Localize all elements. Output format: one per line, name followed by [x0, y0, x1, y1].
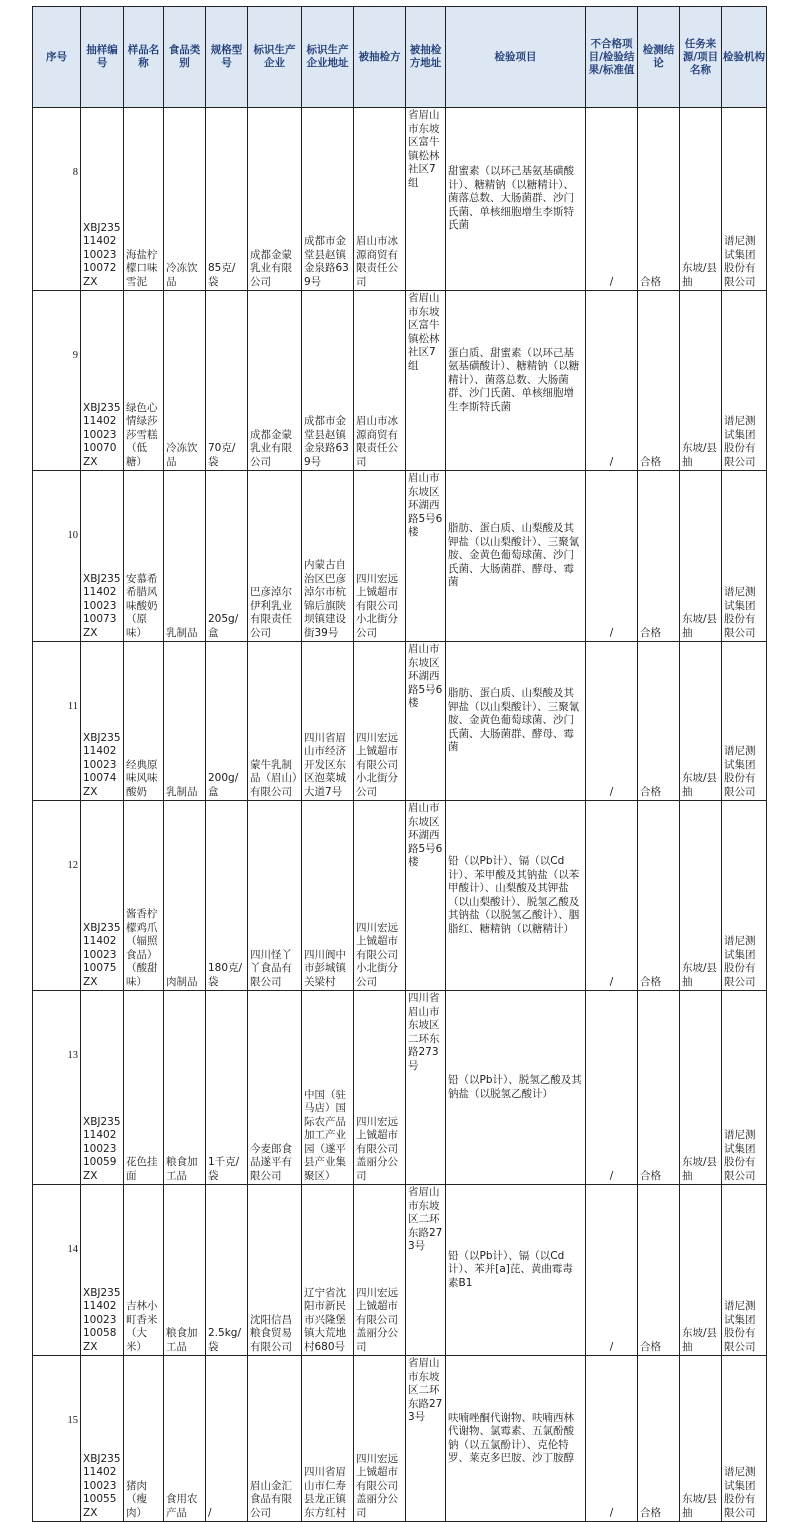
- items-cell: 蛋白质、甜蜜素（以环己基氨基磺酸计）、糖精钠（以糖精计）、菌落总数、大肠菌群、沙门氏菌、单核细胞增生李斯特氏菌: [446, 291, 586, 471]
- code-cell: XBJ235114021002310070ZX: [81, 291, 124, 471]
- items-cell: 铅（以Pb计）、镉（以Cd计）、苯甲酸及其钠盐（以苯甲酸计）、山梨酸及其钾盐（以山梨酸计）、脱氢乙酸及其钠盐（以脱氢乙酸计）、胭脂红、糖精钠（以糖精计）: [446, 801, 586, 991]
- conclusion-cell: 合格: [638, 471, 680, 642]
- table-row: [33, 1356, 767, 1522]
- lab-cell: 谱尼测试集团股份有限公司: [722, 1185, 767, 1356]
- code-cell: XBJ235114021002310073ZX: [81, 471, 124, 642]
- lab-cell: 谱尼测试集团股份有限公司: [722, 108, 767, 291]
- fail-cell: /: [586, 1185, 638, 1356]
- inspected-addr-cell: 省眉山市东坡区二环东路273号: [406, 1356, 446, 1522]
- inspected-addr-cell: 眉山市东坡区环湖西路5号6楼: [406, 642, 446, 801]
- inspected-addr-cell: 眉山市东坡区环湖西路5号6楼: [406, 801, 446, 991]
- name-cell: 猪肉（瘦肉）: [124, 1356, 164, 1522]
- header-lab: 检验机构: [722, 7, 767, 108]
- header-seq: 序号: [33, 7, 81, 108]
- conclusion-cell: 合格: [638, 642, 680, 801]
- category-cell: 冷冻饮品: [164, 108, 206, 291]
- header-spec: 规格型号: [206, 7, 248, 108]
- category-cell: 乳制品: [164, 642, 206, 801]
- producer-cell: 巴彦淖尔伊利乳业有限责任公司: [248, 471, 302, 642]
- seq-cell: 10: [33, 471, 81, 642]
- code-cell: XBJ235114021002310075ZX: [81, 801, 124, 991]
- task-cell: 东坡/县抽: [680, 108, 722, 291]
- spec-cell: 180克/袋: [206, 801, 248, 991]
- category-cell: 食用农产品: [164, 1356, 206, 1522]
- header-name: 样品名称: [124, 7, 164, 108]
- inspected-addr-cell: 省眉山市东坡区富牛镇松林社区7组: [406, 108, 446, 291]
- inspected-cell: 四川宏远上铖超市有限公司小北街分公司: [354, 471, 406, 642]
- conclusion-cell: 合格: [638, 1185, 680, 1356]
- header-task: 任务来源/项目名称: [680, 7, 722, 108]
- fail-cell: /: [586, 471, 638, 642]
- header-code: 抽样编号: [81, 7, 124, 108]
- name-cell: 吉林小町香米（大米）: [124, 1185, 164, 1356]
- category-cell: 粮食加工品: [164, 1185, 206, 1356]
- fail-cell: /: [586, 1356, 638, 1522]
- producer-cell: 眉山金汇食品有限公司: [248, 1356, 302, 1522]
- seq-cell: 12: [33, 801, 81, 991]
- code-cell: XBJ235114021002310055ZX: [81, 1356, 124, 1522]
- inspection-table: [32, 6, 767, 1522]
- conclusion-cell: 合格: [638, 991, 680, 1185]
- table-row: [33, 1185, 767, 1356]
- producer-cell: 沈阳信昌粮食贸易有限公司: [248, 1185, 302, 1356]
- task-cell: 东坡/县抽: [680, 1185, 722, 1356]
- seq-cell: 14: [33, 1185, 81, 1356]
- fail-cell: /: [586, 991, 638, 1185]
- table-row: [33, 108, 767, 291]
- header-producer: 标识生产企业: [248, 7, 302, 108]
- task-cell: 东坡/县抽: [680, 991, 722, 1185]
- name-cell: 花色挂面: [124, 991, 164, 1185]
- items-cell: 脂肪、蛋白质、山梨酸及其钾盐（以山梨酸计）、三聚氰胺、金黄色葡萄球菌、沙门氏菌、大肠菌群、酵母、霉菌: [446, 471, 586, 642]
- seq-cell: 9: [33, 291, 81, 471]
- task-cell: 东坡/县抽: [680, 291, 722, 471]
- conclusion-cell: 合格: [638, 108, 680, 291]
- lab-cell: 谱尼测试集团股份有限公司: [722, 642, 767, 801]
- lab-cell: 谱尼测试集团股份有限公司: [722, 991, 767, 1185]
- spec-cell: 70克/袋: [206, 291, 248, 471]
- items-cell: 甜蜜素（以环己基氨基磺酸计）、糖精钠（以糖精计）、菌落总数、大肠菌群、沙门氏菌、单核细胞增生李斯特氏菌: [446, 108, 586, 291]
- lab-cell: 谱尼测试集团股份有限公司: [722, 801, 767, 991]
- spec-cell: 1千克/袋: [206, 991, 248, 1185]
- name-cell: 海盐柠檬口味雪泥: [124, 108, 164, 291]
- inspected-cell: 四川宏远上铖超市有限公司盖丽分公司: [354, 991, 406, 1185]
- fail-cell: /: [586, 801, 638, 991]
- fail-cell: /: [586, 108, 638, 291]
- name-cell: 酱香柠檬鸡爪（辐照食品）（酸甜味）: [124, 801, 164, 991]
- producer-addr-cell: 成都市金堂县赵镇金泉路639号: [302, 291, 354, 471]
- producer-addr-cell: 中国（驻马店）国际农产品加工产业园（遂平县产业集聚区）: [302, 991, 354, 1185]
- conclusion-cell: 合格: [638, 801, 680, 991]
- inspected-cell: 眉山市冰源商贸有限责任公司: [354, 291, 406, 471]
- conclusion-cell: 合格: [638, 1356, 680, 1522]
- producer-addr-cell: 内蒙古自治区巴彦淖尔市杭锦后旗陕坝镇建设街39号: [302, 471, 354, 642]
- spec-cell: 200g/盒: [206, 642, 248, 801]
- spec-cell: 2.5kg/袋: [206, 1185, 248, 1356]
- inspected-addr-cell: 省眉山市东坡区二环东路273号: [406, 1185, 446, 1356]
- inspected-addr-cell: 眉山市东坡区环湖西路5号6楼: [406, 471, 446, 642]
- inspected-cell: 眉山市冰源商贸有限责任公司: [354, 108, 406, 291]
- items-cell: 铅（以Pb计）、镉（以Cd计）、苯并[a]芘、黄曲霉毒素B1: [446, 1185, 586, 1356]
- fail-cell: /: [586, 291, 638, 471]
- task-cell: 东坡/县抽: [680, 642, 722, 801]
- seq-cell: 13: [33, 991, 81, 1185]
- producer-cell: 今麦郎食品遂平有限公司: [248, 991, 302, 1185]
- seq-cell: 11: [33, 642, 81, 801]
- name-cell: 经典原味风味酸奶: [124, 642, 164, 801]
- lab-cell: 谱尼测试集团股份有限公司: [722, 291, 767, 471]
- category-cell: 肉制品: [164, 801, 206, 991]
- spec-cell: /: [206, 1356, 248, 1522]
- inspected-addr-cell: 四川省眉山市东坡区二环东路273号: [406, 991, 446, 1185]
- name-cell: 安慕希希腊风味酸奶（原味）: [124, 471, 164, 642]
- inspected-addr-cell: 省眉山市东坡区富牛镇松林社区7组: [406, 291, 446, 471]
- conclusion-cell: 合格: [638, 291, 680, 471]
- header-inspected-addr: 被抽检方地址: [406, 7, 446, 108]
- name-cell: 绿色心情绿莎莎雪糕（低糖）: [124, 291, 164, 471]
- code-cell: XBJ235114021002310058ZX: [81, 1185, 124, 1356]
- inspected-cell: 四川宏远上铖超市有限公司盖丽分公司: [354, 1356, 406, 1522]
- header-producer-addr: 标识生产企业地址: [302, 7, 354, 108]
- fail-cell: /: [586, 642, 638, 801]
- producer-cell: 四川怪丫丫食品有限公司: [248, 801, 302, 991]
- producer-addr-cell: 成都市金堂县赵镇金泉路639号: [302, 108, 354, 291]
- producer-cell: 成都金蒙乳业有限公司: [248, 108, 302, 291]
- header-inspected: 被抽检方: [354, 7, 406, 108]
- inspected-cell: 四川宏远上铖超市有限公司小北街分公司: [354, 642, 406, 801]
- header-items: 检验项目: [446, 7, 586, 108]
- items-cell: 铅（以Pb计）、脱氢乙酸及其钠盐（以脱氢乙酸计）: [446, 991, 586, 1185]
- table-row: [33, 801, 767, 991]
- category-cell: 粮食加工品: [164, 991, 206, 1185]
- seq-cell: 8: [33, 108, 81, 291]
- code-cell: XBJ235114021002310074ZX: [81, 642, 124, 801]
- header-row: [33, 7, 767, 108]
- seq-cell: 15: [33, 1356, 81, 1522]
- table-row: [33, 991, 767, 1185]
- table-row: [33, 471, 767, 642]
- task-cell: 东坡/县抽: [680, 471, 722, 642]
- category-cell: 冷冻饮品: [164, 291, 206, 471]
- header-category: 食品类别: [164, 7, 206, 108]
- header-fail: 不合格项目/检验结果/标准值: [586, 7, 638, 108]
- spec-cell: 85克/袋: [206, 108, 248, 291]
- producer-addr-cell: 四川阆中市彭城镇关梁村: [302, 801, 354, 991]
- task-cell: 东坡/县抽: [680, 801, 722, 991]
- producer-addr-cell: 辽宁省沈阳市新民市兴隆堡镇大荒地村680号: [302, 1185, 354, 1356]
- producer-addr-cell: 四川省眉山市经济开发区东区泡菜城大道7号: [302, 642, 354, 801]
- items-cell: 脂肪、蛋白质、山梨酸及其钾盐（以山梨酸计）、三聚氰胺、金黄色葡萄球菌、沙门氏菌、大肠菌群、酵母、霉菌: [446, 642, 586, 801]
- lab-cell: 谱尼测试集团股份有限公司: [722, 471, 767, 642]
- lab-cell: 谱尼测试集团股份有限公司: [722, 1356, 767, 1522]
- code-cell: XBJ235114021002310059ZX: [81, 991, 124, 1185]
- producer-addr-cell: 四川省眉山市仁寿县龙正镇东方红村: [302, 1356, 354, 1522]
- table-row: [33, 642, 767, 801]
- spec-cell: 205g/盒: [206, 471, 248, 642]
- table-row: [33, 291, 767, 471]
- task-cell: 东坡/县抽: [680, 1356, 722, 1522]
- producer-cell: 成都金蒙乳业有限公司: [248, 291, 302, 471]
- inspected-cell: 四川宏远上铖超市有限公司小北街分公司: [354, 801, 406, 991]
- code-cell: XBJ235114021002310072ZX: [81, 108, 124, 291]
- header-conclusion: 检测结论: [638, 7, 680, 108]
- producer-cell: 蒙牛乳制品（眉山）有限公司: [248, 642, 302, 801]
- inspected-cell: 四川宏远上铖超市有限公司盖丽分公司: [354, 1185, 406, 1356]
- category-cell: 乳制品: [164, 471, 206, 642]
- items-cell: 呋喃唑酮代谢物、呋喃西林代谢物、氯霉素、五氯酚酸钠（以五氯酚计）、克伦特罗、莱克多巴胺、沙丁胺醇: [446, 1356, 586, 1522]
